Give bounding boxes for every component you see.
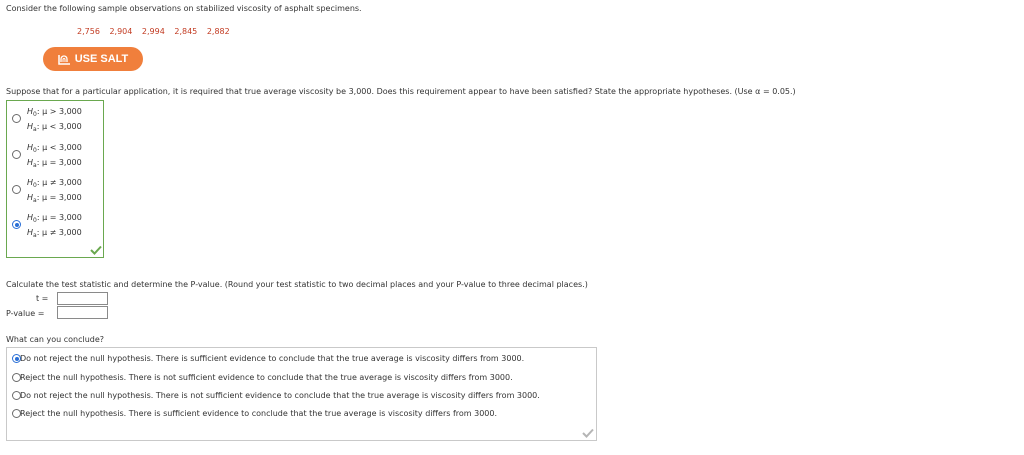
- intro-text: Consider the following sample observations on stabilized viscosity of asphalt specimens.: [6, 4, 362, 13]
- conclusion-option-3[interactable]: Do not reject the null hypothesis. There is not sufficient evidence to conclude that the true average is viscosity differs from 3000.: [20, 391, 540, 400]
- observation-value: 2,904: [109, 27, 133, 36]
- hypothesis-2-null: $H_0$: μ < 3,000: [27, 143, 82, 154]
- hypotheses-question: Suppose that for a particular application, it is required that true average viscosity be 3,000. Does this requirement appear to have been satisfied? State the appropriate hypotheses. (Use α = 0.05.): [6, 87, 796, 96]
- use-salt-button[interactable]: [43, 47, 143, 71]
- hypothesis-4-alt: $H_a$: μ ≠ 3,000: [27, 228, 82, 239]
- correct-check-icon: [90, 245, 102, 257]
- hypothesis-4-null: $H_0$: μ = 3,000: [27, 213, 82, 224]
- conclusion-option-1[interactable]: Do not reject the null hypothesis. There is sufficient evidence to conclude that the true average is viscosity differs from 3000.: [20, 354, 525, 363]
- t-statistic-label: t =: [36, 294, 49, 303]
- conclusion-check-icon: [582, 428, 594, 440]
- hypothesis-1-alt: $H_a$: μ < 3,000: [27, 122, 82, 133]
- hypothesis-3-alt: $H_a$: μ = 3,000: [27, 193, 82, 204]
- use-salt-label: USE SALT: [74, 53, 129, 65]
- p-value-label: P-value =: [6, 309, 45, 318]
- hypothesis-1-null: $H_0$: μ > 3,000: [27, 107, 82, 118]
- salt-icon: [58, 54, 71, 65]
- observation-value: 2,882: [206, 27, 230, 36]
- t-statistic-input[interactable]: [57, 292, 108, 305]
- hypothesis-3-null: $H_0$: μ ≠ 3,000: [27, 178, 82, 189]
- conclusion-question: What can you conclude?: [6, 335, 105, 344]
- conclusion-option-4[interactable]: Reject the null hypothesis. There is sufficient evidence to conclude that the true average is viscosity differs from 3000.: [20, 409, 498, 418]
- conclusion-option-2[interactable]: Reject the null hypothesis. There is not sufficient evidence to conclude that the true average is viscosity differs from 3000.: [20, 373, 513, 382]
- hypothesis-2-alt: $H_a$: μ = 3,000: [27, 158, 82, 169]
- observations-list: [77, 27, 237, 36]
- observation-value: 2,994: [141, 27, 165, 36]
- p-value-input[interactable]: [57, 306, 108, 319]
- test-statistic-question: Calculate the test statistic and determine the P-value. (Round your test statistic to two decimal places and your P-value to three decimal places.): [6, 280, 588, 289]
- observation-value: 2,756: [77, 27, 100, 36]
- observation-value: 2,845: [174, 27, 198, 36]
